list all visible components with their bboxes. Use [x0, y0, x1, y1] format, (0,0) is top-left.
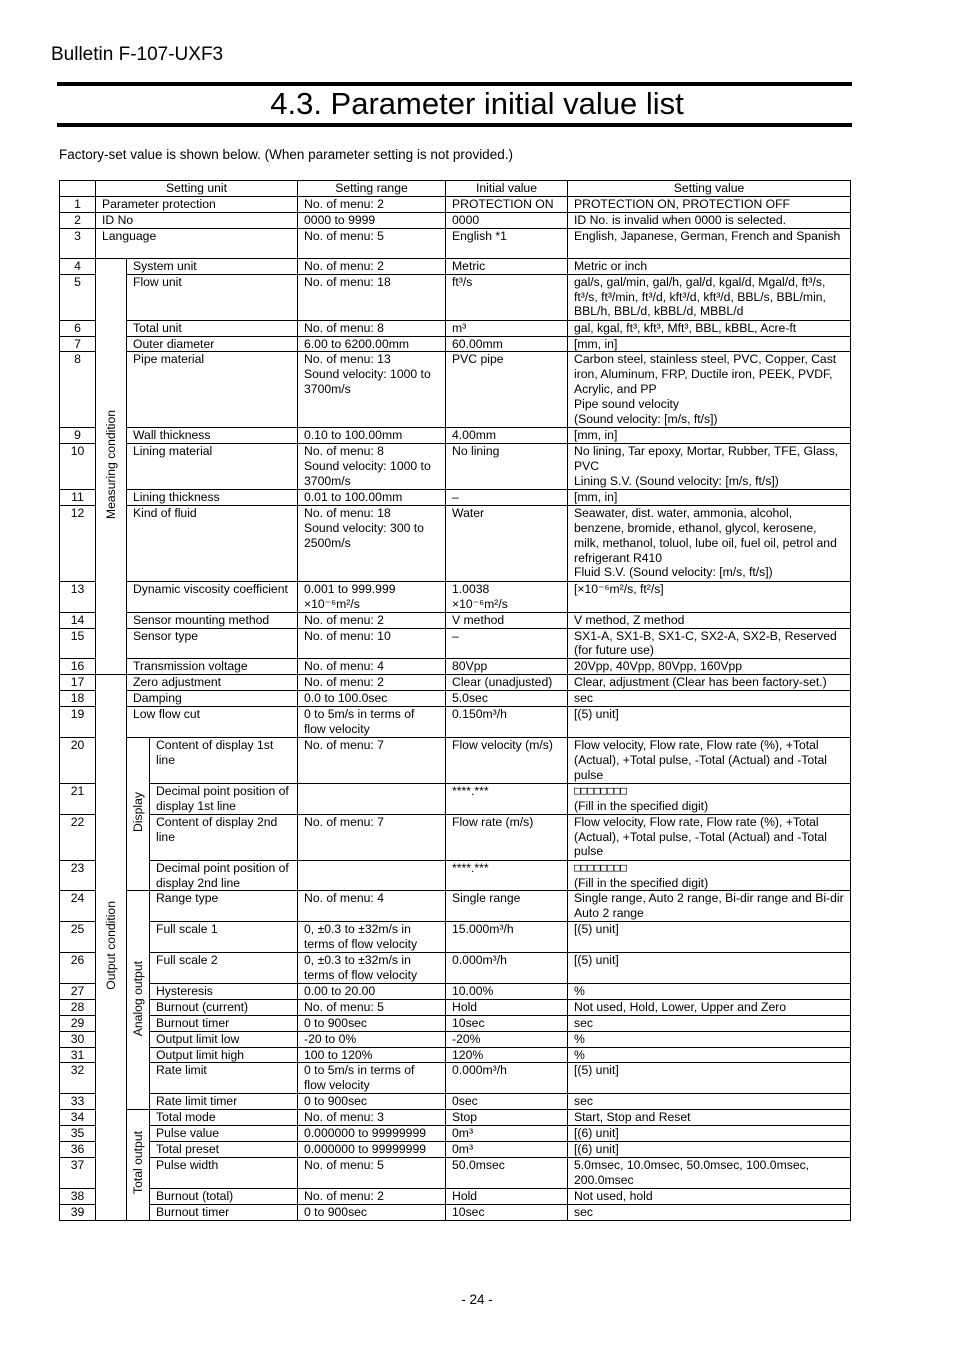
setting-range-cell: No. of menu: 10 — [298, 628, 446, 659]
setting-range-cell: No. of menu: 8 Sound velocity: 1000 to 3700m/s — [298, 443, 446, 489]
setting-unit-cell: Content of display 1st line — [150, 737, 298, 783]
initial-value-cell: – — [446, 628, 568, 659]
setting-range-cell: 0 to 900sec — [298, 1204, 446, 1220]
setting-value-text: [×10⁻⁶m²/s, ft²/s] — [574, 581, 664, 596]
initial-value-cell: 0.150m³/h — [446, 707, 568, 738]
initial-value-cell: 0sec — [446, 1094, 568, 1110]
initial-value-cell: English *1 — [446, 228, 568, 258]
setting-value-cell — [568, 1204, 851, 1220]
setting-unit-cell: Sensor type — [127, 628, 298, 659]
setting-range-cell: No. of menu: 4 — [298, 659, 446, 675]
table-row — [60, 1157, 851, 1188]
setting-range-cell: No. of menu: 2 — [298, 612, 446, 628]
row-number: 32 — [60, 1063, 96, 1094]
setting-range-cell: No. of menu: 5 — [298, 228, 446, 258]
setting-range-cell: No. of menu: 5 — [298, 1157, 446, 1188]
table-row — [60, 1047, 851, 1063]
setting-value-cell — [568, 274, 851, 320]
row-number: 11 — [60, 489, 96, 505]
setting-value-cell — [568, 1188, 851, 1204]
row-number: 20 — [60, 737, 96, 783]
setting-range-cell: No. of menu: 2 — [298, 258, 446, 274]
setting-value-text: Single range, Auto 2 range, Bi-dir range and Bi-dir Auto 2 range — [574, 891, 844, 921]
table-row — [60, 1063, 851, 1094]
table-row — [60, 707, 851, 738]
table-row — [60, 612, 851, 628]
setting-range-cell: No. of menu: 5 — [298, 999, 446, 1015]
setting-value-cell — [568, 707, 851, 738]
initial-value-cell: 120% — [446, 1047, 568, 1063]
setting-range-cell: No. of menu: 2 — [298, 675, 446, 691]
setting-unit-cell: Output limit high — [150, 1047, 298, 1063]
setting-value-cell — [568, 1031, 851, 1047]
row-number: 13 — [60, 581, 96, 612]
setting-value-text: SX1-A, SX1-B, SX1-C, SX2-A, SX2-B, Reserved (for future use) — [574, 628, 837, 658]
setting-range-cell: No. of menu: 13 Sound velocity: 1000 to 3700m/s — [298, 352, 446, 428]
setting-range-cell: 0.0 to 100.0sec — [298, 691, 446, 707]
table-row — [60, 953, 851, 984]
setting-value-text: [(5) unit] — [574, 707, 619, 722]
setting-unit-cell: Low flow cut — [127, 707, 298, 738]
setting-value-text: Clear, adjustment (Clear has been factory-set.) — [574, 675, 827, 690]
row-number: 1 — [60, 196, 96, 212]
table-row — [60, 258, 851, 274]
setting-unit-cell: Content of display 2nd line — [150, 814, 298, 860]
initial-value-cell: Stop — [446, 1110, 568, 1126]
row-number: 21 — [60, 783, 96, 814]
setting-unit-cell: Parameter protection — [96, 196, 298, 212]
group-measuring-condition — [96, 258, 127, 675]
row-number: 29 — [60, 1015, 96, 1031]
setting-range-cell: No. of menu: 7 — [298, 737, 446, 783]
setting-value-text: English, Japanese, German, French and Spanish — [574, 228, 841, 243]
setting-value-cell — [568, 891, 851, 922]
group-analog-output-label: Analog output — [130, 960, 145, 1036]
header-setting-range: Setting range — [298, 181, 446, 197]
row-number: 2 — [60, 212, 96, 228]
setting-value-text: sec — [574, 1094, 593, 1109]
initial-value-cell: 60.00mm — [446, 336, 568, 352]
table-row — [60, 1141, 851, 1157]
initial-value-cell: PROTECTION ON — [446, 196, 568, 212]
group-output-condition-label: Output condition — [103, 901, 118, 990]
table-row — [60, 443, 851, 489]
setting-value-cell — [568, 860, 851, 891]
setting-range-cell: 0.001 to 999.999 ×10⁻⁶m²/s — [298, 581, 446, 612]
row-number: 28 — [60, 999, 96, 1015]
header-setting-value: Setting value — [568, 181, 851, 197]
row-number: 6 — [60, 320, 96, 336]
setting-range-cell: No. of menu: 18 — [298, 274, 446, 320]
setting-value-cell — [568, 443, 851, 489]
setting-value-text: V method, Z method — [574, 612, 685, 627]
table-row — [60, 628, 851, 659]
setting-range-cell — [298, 783, 446, 814]
setting-unit-cell: Range type — [150, 891, 298, 922]
header-no — [60, 181, 96, 197]
setting-value-cell — [568, 691, 851, 707]
row-number: 8 — [60, 352, 96, 428]
initial-value-cell: Hold — [446, 1188, 568, 1204]
setting-unit-cell: Output limit low — [150, 1031, 298, 1047]
table-row — [60, 196, 851, 212]
table-row — [60, 659, 851, 675]
table-row — [60, 274, 851, 320]
setting-unit-cell: ID No — [96, 212, 298, 228]
row-number: 37 — [60, 1157, 96, 1188]
setting-unit-cell: Outer diameter — [127, 336, 298, 352]
table-row — [60, 983, 851, 999]
setting-range-cell: 0 to 900sec — [298, 1094, 446, 1110]
setting-value-cell — [568, 258, 851, 274]
bulletin-number: Bulletin F-107-UXF3 — [51, 44, 224, 65]
row-number: 14 — [60, 612, 96, 628]
table-row — [60, 1110, 851, 1126]
setting-value-text: Not used, Hold, Lower, Upper and Zero — [574, 999, 787, 1014]
parameter-table — [59, 180, 851, 1221]
setting-value-cell — [568, 196, 851, 212]
row-number: 24 — [60, 891, 96, 922]
setting-value-text: (Fill in the specified digit) — [574, 798, 709, 813]
setting-unit-cell: Sensor mounting method — [127, 612, 298, 628]
title-bottom-rule — [57, 123, 852, 127]
initial-value-cell: 0m³ — [446, 1141, 568, 1157]
row-number: 4 — [60, 258, 96, 274]
row-number: 15 — [60, 628, 96, 659]
setting-unit-cell: Dynamic viscosity coefficient — [127, 581, 298, 612]
table-row — [60, 1015, 851, 1031]
initial-value-cell: Metric — [446, 258, 568, 274]
setting-value-cell — [568, 320, 851, 336]
setting-unit-cell: Burnout timer — [150, 1015, 298, 1031]
setting-value-text: 20Vpp, 40Vpp, 80Vpp, 160Vpp — [574, 659, 743, 674]
setting-value-cell — [568, 983, 851, 999]
table-row — [60, 737, 851, 783]
table-header-row — [60, 181, 851, 197]
setting-range-cell: 0000 to 9999 — [298, 212, 446, 228]
setting-unit-cell: Full scale 1 — [150, 922, 298, 953]
page-title: 4.3. Parameter initial value list — [270, 86, 684, 121]
table-row — [60, 1188, 851, 1204]
row-number: 17 — [60, 675, 96, 691]
table-row — [60, 814, 851, 860]
setting-value-text: % — [574, 983, 585, 998]
setting-value-cell — [568, 1141, 851, 1157]
group-total-output — [127, 1110, 150, 1220]
initial-value-cell: 10.00% — [446, 983, 568, 999]
setting-unit-cell: System unit — [127, 258, 298, 274]
setting-unit-cell: Burnout (current) — [150, 999, 298, 1015]
initial-value-cell: PVC pipe — [446, 352, 568, 428]
setting-value-text: [(5) unit] — [574, 1063, 619, 1078]
setting-value-text: [(5) unit] — [574, 922, 619, 937]
row-number: 33 — [60, 1094, 96, 1110]
setting-value-cell — [568, 999, 851, 1015]
setting-value-cell — [568, 581, 851, 612]
header-initial-value: Initial value — [446, 181, 568, 197]
digit-boxes: □□□□□□□□ — [574, 860, 627, 874]
setting-range-cell: 0.000000 to 99999999 — [298, 1141, 446, 1157]
setting-unit-cell: Pulse value — [150, 1126, 298, 1142]
setting-value-cell — [568, 1047, 851, 1063]
setting-unit-cell: Zero adjustment — [127, 675, 298, 691]
setting-value-cell — [568, 612, 851, 628]
table-row — [60, 860, 851, 891]
row-number: 26 — [60, 953, 96, 984]
setting-range-cell: No. of menu: 4 — [298, 891, 446, 922]
setting-value-text: [mm, in] — [574, 336, 618, 351]
initial-value-cell: 10sec — [446, 1015, 568, 1031]
table-row — [60, 505, 851, 581]
table-row — [60, 489, 851, 505]
setting-unit-cell: Full scale 2 — [150, 953, 298, 984]
setting-unit-cell: Hysteresis — [150, 983, 298, 999]
setting-range-cell: No. of menu: 2 — [298, 196, 446, 212]
setting-unit-cell: Pipe material — [127, 352, 298, 428]
setting-value-text: 5.0msec, 10.0msec, 50.0msec, 100.0msec, 200.0msec — [574, 1157, 810, 1187]
initial-value-cell: Single range — [446, 891, 568, 922]
setting-value-text: Metric or inch — [574, 258, 648, 273]
setting-value-cell — [568, 675, 851, 691]
setting-range-cell: No. of menu: 7 — [298, 814, 446, 860]
row-number: 12 — [60, 505, 96, 581]
setting-value-text: PROTECTION ON, PROTECTION OFF — [574, 196, 791, 211]
table-row — [60, 783, 851, 814]
initial-value-cell: -20% — [446, 1031, 568, 1047]
row-number: 34 — [60, 1110, 96, 1126]
setting-value-cell — [568, 1157, 851, 1188]
setting-unit-cell: Kind of fluid — [127, 505, 298, 581]
row-number: 38 — [60, 1188, 96, 1204]
setting-unit-cell: Total preset — [150, 1141, 298, 1157]
setting-unit-cell: Damping — [127, 691, 298, 707]
group-display — [127, 737, 150, 891]
setting-value-cell — [568, 1063, 851, 1094]
setting-unit-cell: Pulse width — [150, 1157, 298, 1188]
row-number: 9 — [60, 427, 96, 443]
setting-value-text: (Fill in the specified digit) — [574, 875, 709, 890]
initial-value-cell: 0.000m³/h — [446, 1063, 568, 1094]
setting-value-text: Start, Stop and Reset — [574, 1110, 691, 1125]
initial-value-cell: 80Vpp — [446, 659, 568, 675]
initial-value-cell: 1.0038 ×10⁻⁶m²/s — [446, 581, 568, 612]
setting-value-text: % — [574, 1031, 585, 1046]
setting-range-cell: 0 to 900sec — [298, 1015, 446, 1031]
table-row — [60, 999, 851, 1015]
initial-value-cell: 4.00mm — [446, 427, 568, 443]
table-row — [60, 1094, 851, 1110]
initial-value-cell: 10sec — [446, 1204, 568, 1220]
group-analog-output — [127, 891, 150, 1110]
setting-value-cell — [568, 228, 851, 258]
initial-value-cell: 0m³ — [446, 1126, 568, 1142]
initial-value-cell: Water — [446, 505, 568, 581]
initial-value-cell: 50.0msec — [446, 1157, 568, 1188]
setting-value-cell — [568, 489, 851, 505]
table-row — [60, 581, 851, 612]
setting-value-cell — [568, 628, 851, 659]
setting-unit-cell: Burnout timer — [150, 1204, 298, 1220]
row-number: 30 — [60, 1031, 96, 1047]
setting-unit-cell: Lining material — [127, 443, 298, 489]
row-number: 35 — [60, 1126, 96, 1142]
setting-range-cell — [298, 860, 446, 891]
setting-range-cell: No. of menu: 8 — [298, 320, 446, 336]
setting-value-cell — [568, 212, 851, 228]
row-number: 22 — [60, 814, 96, 860]
row-number: 19 — [60, 707, 96, 738]
initial-value-cell: 5.0sec — [446, 691, 568, 707]
table-row — [60, 922, 851, 953]
digit-boxes: □□□□□□□□ — [574, 783, 627, 797]
initial-value-cell: m³ — [446, 320, 568, 336]
setting-value-text: Flow velocity, Flow rate, Flow rate (%), +Total (Actual), +Total pulse, -Total (Actual) and -Total pulse — [574, 814, 828, 859]
setting-value-cell — [568, 953, 851, 984]
setting-value-cell — [568, 427, 851, 443]
group-measuring-condition-label: Measuring condition — [103, 409, 118, 520]
setting-value-cell — [568, 783, 851, 814]
table-row — [60, 212, 851, 228]
setting-range-cell: 0.01 to 100.00mm — [298, 489, 446, 505]
setting-value-cell — [568, 1110, 851, 1126]
setting-unit-cell: Total mode — [150, 1110, 298, 1126]
setting-value-text: gal/s, gal/min, gal/h, gal/d, kgal/d, Mgal/d, ft³/s, ft³/s, ft³/min, ft³/d, kft³/d, kft³/d, BBL/s, BBL/min, BBL/h, BBL/d, kBBL/d, MBBL/d — [574, 274, 826, 319]
table-body — [60, 196, 851, 1220]
initial-value-cell: Clear (unadjusted) — [446, 675, 568, 691]
setting-unit-cell: Decimal point position of display 1st line — [150, 783, 298, 814]
setting-value-text: [(6) unit] — [574, 1126, 619, 1141]
setting-range-cell: 0, ±0.3 to ±32m/s in terms of flow velocity — [298, 953, 446, 984]
setting-unit-cell: Decimal point position of display 2nd line — [150, 860, 298, 891]
setting-range-cell: 0, ±0.3 to ±32m/s in terms of flow velocity — [298, 922, 446, 953]
initial-value-cell: Flow rate (m/s) — [446, 814, 568, 860]
setting-range-cell: 0.00 to 20.00 — [298, 983, 446, 999]
table-row — [60, 1031, 851, 1047]
setting-value-cell — [568, 922, 851, 953]
row-number: 31 — [60, 1047, 96, 1063]
setting-value-text: Not used, hold — [574, 1188, 653, 1203]
table-row — [60, 336, 851, 352]
initial-value-cell: – — [446, 489, 568, 505]
table-row — [60, 691, 851, 707]
table-row — [60, 352, 851, 428]
setting-unit-cell: Flow unit — [127, 274, 298, 320]
initial-value-cell: ****.*** — [446, 783, 568, 814]
setting-value-cell — [568, 737, 851, 783]
setting-value-cell — [568, 336, 851, 352]
row-number: 25 — [60, 922, 96, 953]
page-number: - 24 - — [461, 1292, 493, 1307]
setting-range-cell: 0.10 to 100.00mm — [298, 427, 446, 443]
table-row — [60, 228, 851, 258]
row-number: 3 — [60, 228, 96, 258]
setting-value-cell — [568, 659, 851, 675]
setting-range-cell: 100 to 120% — [298, 1047, 446, 1063]
setting-value-text: [mm, in] — [574, 427, 618, 442]
setting-range-cell: No. of menu: 2 — [298, 1188, 446, 1204]
table-row — [60, 427, 851, 443]
setting-value-text: Flow velocity, Flow rate, Flow rate (%), +Total (Actual), +Total pulse, -Total (Actual) and -Total pulse — [574, 737, 828, 782]
setting-unit-cell: Wall thickness — [127, 427, 298, 443]
row-number: 16 — [60, 659, 96, 675]
table-row — [60, 1126, 851, 1142]
setting-unit-cell: Total unit — [127, 320, 298, 336]
row-number: 39 — [60, 1204, 96, 1220]
setting-range-cell: 0 to 5m/s in terms of flow velocity — [298, 1063, 446, 1094]
initial-value-cell: ft³/s — [446, 274, 568, 320]
row-number: 36 — [60, 1141, 96, 1157]
group-output-condition — [96, 675, 127, 1220]
group-total-output-label: Total output — [130, 1131, 145, 1195]
intro-text: Factory-set value is shown below. (When parameter setting is not provided.) — [59, 147, 513, 162]
setting-value-text: sec — [574, 1204, 593, 1219]
setting-unit-cell: Language — [96, 228, 298, 258]
row-number: 18 — [60, 691, 96, 707]
setting-value-text: ID No. is invalid when 0000 is selected. — [574, 212, 787, 227]
setting-value-text: Carbon steel, stainless steel, PVC, Copper, Cast iron, Aluminum, FRP, Ductile iron, PEEK, PVDF, Acrylic, and PP Pipe sound velocity (Sound velocity: [m/s, ft/s]) — [574, 352, 837, 427]
setting-unit-cell: Burnout (total) — [150, 1188, 298, 1204]
initial-value-cell: No lining — [446, 443, 568, 489]
setting-range-cell: No. of menu: 18 Sound velocity: 300 to 2500m/s — [298, 505, 446, 581]
setting-value-cell — [568, 814, 851, 860]
setting-value-text: gal, kgal, ft³, kft³, Mft³, BBL, kBBL, Acre-ft — [574, 320, 797, 335]
setting-value-text: [(6) unit] — [574, 1141, 619, 1156]
setting-value-cell — [568, 1126, 851, 1142]
setting-unit-cell: Rate limit — [150, 1063, 298, 1094]
initial-value-cell: Hold — [446, 999, 568, 1015]
setting-value-cell — [568, 1094, 851, 1110]
setting-value-text: No lining, Tar epoxy, Mortar, Rubber, TFE, Glass, PVC Lining S.V. (Sound velocity: [m/s, ft/s]) — [574, 443, 839, 488]
row-number: 27 — [60, 983, 96, 999]
setting-range-cell: No. of menu: 3 — [298, 1110, 446, 1126]
setting-unit-cell: Rate limit timer — [150, 1094, 298, 1110]
group-display-label: Display — [130, 792, 145, 833]
setting-range-cell: 0 to 5m/s in terms of flow velocity — [298, 707, 446, 738]
setting-value-text: [(5) unit] — [574, 953, 619, 968]
setting-value-text: Seawater, dist. water, ammonia, alcohol, benzene, bromide, ethanol, glycol, kerosene, milk, methanol, toluol, lube oil, fuel oil, petrol and refrigerant R410 Fluid S.V. (Sound velocity: [m/s, ft/s]) — [574, 505, 837, 580]
setting-range-cell: 6.00 to 6200.00mm — [298, 336, 446, 352]
setting-unit-cell: Lining thickness — [127, 489, 298, 505]
setting-unit-cell: Transmission voltage — [127, 659, 298, 675]
initial-value-cell: ****.*** — [446, 860, 568, 891]
setting-value-text: sec — [574, 691, 593, 706]
initial-value-cell: V method — [446, 612, 568, 628]
initial-value-cell: 0000 — [446, 212, 568, 228]
initial-value-cell: Flow velocity (m/s) — [446, 737, 568, 783]
setting-value-cell — [568, 505, 851, 581]
table-row — [60, 1204, 851, 1220]
row-number: 7 — [60, 336, 96, 352]
header-setting-unit: Setting unit — [96, 181, 298, 197]
row-number: 5 — [60, 274, 96, 320]
setting-value-text: [mm, in] — [574, 489, 618, 504]
initial-value-cell: 15.000m³/h — [446, 922, 568, 953]
setting-range-cell: -20 to 0% — [298, 1031, 446, 1047]
setting-range-cell: 0.000000 to 99999999 — [298, 1126, 446, 1142]
table-row — [60, 675, 851, 691]
row-number: 10 — [60, 443, 96, 489]
table-row — [60, 891, 851, 922]
row-number: 23 — [60, 860, 96, 891]
table-row — [60, 320, 851, 336]
setting-value-text: % — [574, 1047, 585, 1062]
initial-value-cell: 0.000m³/h — [446, 953, 568, 984]
setting-value-text: sec — [574, 1015, 593, 1030]
setting-value-cell — [568, 1015, 851, 1031]
setting-value-cell — [568, 352, 851, 428]
